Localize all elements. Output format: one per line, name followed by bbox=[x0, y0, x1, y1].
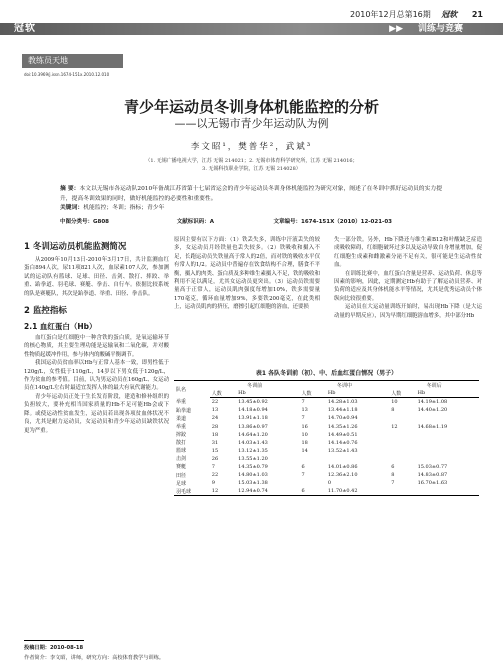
table-cell: 6 bbox=[391, 463, 395, 470]
table-row bbox=[174, 422, 479, 430]
table-cell: 8 bbox=[391, 472, 395, 479]
table-cell: 15 bbox=[211, 447, 219, 454]
table-cell: 14.35±0.79 bbox=[238, 463, 268, 470]
table-cell: 8 bbox=[391, 407, 395, 414]
table-cell: 13 bbox=[211, 407, 219, 414]
table-cell: 12 bbox=[210, 487, 236, 496]
table-cell: 田径 bbox=[176, 472, 187, 479]
table-subheader: Hb bbox=[236, 389, 299, 398]
table-cell: 14.80±1.03 bbox=[238, 472, 268, 479]
table-row bbox=[174, 398, 479, 407]
table-cell: 13 bbox=[301, 407, 308, 414]
article-subtitle: ——以无锡市青少年运动队为例 bbox=[174, 117, 329, 130]
document-code: 文献标识码：A bbox=[176, 219, 215, 225]
paragraph: 我国运动员贫血率以Hb与正常人基本一致，即男性低于120g/L，女性低于110g/L，14岁以下男女低于120g/L，作为贫血的参考值。目前，认为男运动员在160g/L、女运动员在140g/L左右时最适宜发挥人体的最大有氧代谢能力。 bbox=[24, 360, 169, 392]
table-header: 冬训中 bbox=[300, 381, 390, 390]
table-cell: 7 bbox=[301, 399, 305, 406]
article-number: 文章编号：1674-151X（2010）12-021-03 bbox=[273, 219, 392, 225]
paragraph: 血红蛋白是红细胞中一种含铁的蛋白质，是氧运输环节的核心物质，其主要生理功能是运输氧和二氧化碳，并对酸性物质起缓冲作用，参与体内的酸碱平衡调节。 bbox=[24, 335, 169, 358]
table-cell: 13.91±1.18 bbox=[238, 415, 268, 422]
affiliation-line-1: （1. 无锡广播电视大学，江苏 无锡 214021；2. 无锡市体育科学研究所，江苏 无锡 214016； bbox=[145, 158, 358, 164]
table-cell: 6 bbox=[300, 487, 326, 496]
table-cell: 6 bbox=[301, 463, 305, 470]
article-title: 青少年运动员冬训身体机能监控的分析 bbox=[123, 98, 379, 116]
table-cell: 举重 bbox=[176, 424, 187, 431]
table-cell bbox=[389, 455, 415, 463]
table-cell: 18 bbox=[211, 431, 219, 438]
table-cell bbox=[416, 487, 479, 496]
table-subheader: Hb bbox=[416, 389, 479, 398]
table-cell: 举重 bbox=[176, 399, 187, 406]
table-cell: 16 bbox=[301, 423, 308, 430]
table-cell: 14.19±1.08 bbox=[417, 399, 448, 406]
table-cell bbox=[416, 439, 479, 447]
right-column bbox=[334, 236, 482, 320]
received-date: 投稿日期：2010-08-18 bbox=[24, 645, 84, 651]
table-header: 队名 bbox=[174, 381, 210, 398]
table-cell: 14.35±1.26 bbox=[327, 423, 358, 430]
table-header: 冬训前 bbox=[210, 381, 300, 390]
table-cell: 13.86±0.97 bbox=[238, 423, 268, 430]
table-header: 冬训后 bbox=[389, 381, 479, 390]
table-cell: 10 bbox=[391, 399, 398, 406]
table-row bbox=[174, 439, 479, 447]
hemoglobin-table bbox=[174, 380, 479, 496]
table-cell: 7 bbox=[211, 463, 215, 470]
table-subheader: 人数 bbox=[300, 389, 326, 398]
abstract bbox=[60, 185, 445, 214]
table-cell: 12.94±0.74 bbox=[236, 487, 299, 496]
table-cell: 15.03±1.38 bbox=[238, 480, 268, 487]
table-row bbox=[174, 487, 479, 496]
table-caption: 表1 各队冬训前（初）、中、后血红蛋白情况（男子） bbox=[255, 370, 398, 377]
section-title: 训练与竞赛 bbox=[417, 24, 463, 34]
table-row bbox=[174, 431, 479, 439]
table-row bbox=[174, 455, 479, 463]
table-cell: 9 bbox=[211, 480, 215, 487]
paragraph: 原因主要有以下方面：（1）铁丢失多，训练中汗液丢失的较多，女运动员月经铁量也丢失较多。（2）铁吸收和摄入不足，长跑运动员失铁量高于常人的2倍，而对铁的吸收水平仅有常人的1/2。运动员中普遍存在饮食结构不合理，膳食不平衡，摄入的肉类、蛋白质及多种维生素摄入不足，铁的吸收和利用不足以满足，尤其女运动员更突出。（3）运动员铁需要量高于正常人，运动员肌肉强度每增加10%，铁多需要量170毫克，循环血量增加9%，多要铁200毫克，在此类相上，运动员肌肉的挤压，磨擦引起红细胞的溶血，还要损 bbox=[174, 237, 320, 311]
table-cell: 13.44±1.18 bbox=[327, 407, 358, 414]
keywords: 机能监控；冬训；指标；青少年 bbox=[83, 205, 165, 211]
magazine-mark: 冠软 bbox=[441, 10, 458, 19]
table-cell: 0 bbox=[327, 480, 332, 487]
table-subheader: Hb bbox=[326, 389, 389, 398]
section-2-1-heading: 2.1 血红蛋白（Hb） bbox=[24, 322, 97, 332]
table-cell: 14.18±0.94 bbox=[238, 407, 268, 414]
table-row bbox=[174, 447, 479, 455]
table-cell: 13.45±0.92 bbox=[238, 399, 268, 406]
table-subheader: 人数 bbox=[210, 389, 236, 398]
table-cell: 12.36±2.10 bbox=[327, 472, 358, 479]
table-cell bbox=[326, 455, 389, 463]
double-arrow-icon: ▶▶ bbox=[389, 24, 403, 34]
table-cell: 14.03±1.43 bbox=[238, 439, 268, 446]
table-cell bbox=[416, 447, 479, 455]
table-cell: 13.55±1.20 bbox=[238, 455, 268, 462]
table-row bbox=[174, 471, 479, 479]
section-1-heading: 1 冬训运动员机能监测简况 bbox=[24, 242, 127, 252]
left-column bbox=[24, 236, 169, 435]
table-row bbox=[174, 406, 479, 414]
table-cell: 18 bbox=[301, 439, 308, 446]
table-cell bbox=[300, 455, 326, 463]
table-cell bbox=[416, 414, 479, 422]
table-cell: 16.70±1.63 bbox=[417, 480, 448, 487]
paragraph: 在训练比赛中，血红蛋白含量是营养、运动负荷、休息等因素的影响，因此，定期测定Hb有助于了解运动员营养、对负荷的适应及其身体机能水平等情况，尤其是优秀运动员个体纵向比较很重要。 bbox=[334, 270, 482, 302]
page-number: 21 bbox=[471, 10, 483, 19]
table-cell bbox=[389, 431, 415, 439]
table-cell: 14.01±0.86 bbox=[327, 463, 358, 470]
table-cell bbox=[389, 439, 415, 447]
table-cell: 11.70±0.42 bbox=[326, 487, 389, 496]
clc-number: 中图分类号：G808 bbox=[60, 219, 109, 225]
abstract-text: 本文以无锡市各运动队2010年备战江苏省第十七届省运会的青少年运动员冬训身体机能监控为研究对象，阐述了在冬训中抓好运动员的实力提升，提高冬训效果的同时，做好机能监控的必要性和重要性。 bbox=[60, 186, 442, 202]
table-cell: 22 bbox=[211, 399, 219, 406]
table-cell: 24 bbox=[211, 415, 219, 422]
table-row bbox=[174, 463, 479, 471]
table-cell: 14.68±1.19 bbox=[417, 423, 448, 430]
table-subheader: 人数 bbox=[389, 389, 415, 398]
table-cell: 摔跤 bbox=[176, 432, 187, 439]
paragraph: 从2009年10月13日-2010年3月17日，共计监测血红蛋白894人次，尿11项821人次，血尿素107人次，参加测试的运动队有篮球、足球、田径、击剑、散打、摔跤、举重、跆拳道、羽毛球、赛艇、拳击、自行车。依据比较系统的队是赛艇队，其次是跆拳道、举重、田径、拳击队。 bbox=[24, 257, 169, 297]
table-cell: 14.14±0.76 bbox=[327, 439, 358, 446]
table-cell: 7 bbox=[301, 472, 305, 479]
abstract-label: 摘 要： bbox=[60, 186, 80, 192]
table-cell bbox=[300, 479, 326, 487]
author-bio: 作者简介：李文昭，讲师，研究方向：高校体育教学与训练。 bbox=[24, 655, 165, 661]
table-cell bbox=[389, 447, 415, 455]
header-bar bbox=[0, 23, 503, 35]
table-cell: 14.70±0.94 bbox=[327, 415, 358, 422]
table-cell: 12 bbox=[391, 423, 398, 430]
table-cell: 14.64±1.20 bbox=[238, 431, 268, 438]
table-cell: 散打 bbox=[176, 440, 187, 447]
table-cell: 14.28±1.03 bbox=[327, 399, 358, 406]
table-cell: 羽毛球 bbox=[174, 487, 210, 496]
page-header bbox=[0, 0, 503, 36]
table-cell: 14.40±1.20 bbox=[417, 407, 448, 414]
paragraph: 失一部分铁。另外，Hb下降还与维生素B12和叶酸缺乏症造成吸收障碍，红细胞破坏过多以及运动导致自身增量增加，促红细胞生成素和雌激素分泌不足有关，很可能是生运动性贫血。 bbox=[334, 237, 482, 269]
table-cell: 15.03±0.77 bbox=[417, 463, 448, 470]
table-cell bbox=[416, 455, 479, 463]
keywords-label: 关键词： bbox=[60, 205, 84, 211]
issue-label: 2010年12月总第16期 bbox=[350, 10, 431, 19]
doi: doi:10.3969/j.issn.1674-151x.2010.12.010 bbox=[24, 72, 110, 77]
footnote-rule bbox=[24, 640, 84, 641]
table-cell: 10 bbox=[301, 431, 308, 438]
table-cell: 14.49±0.51 bbox=[327, 431, 358, 438]
authors: 李文昭¹，樊普华²，武斌³ bbox=[190, 142, 313, 152]
table-cell: 13.52±1.43 bbox=[327, 447, 358, 454]
table-cell bbox=[389, 414, 415, 422]
table-cell: 跆拳道 bbox=[176, 407, 192, 414]
table-cell bbox=[389, 487, 415, 496]
table-cell: 赛艇 bbox=[176, 464, 187, 471]
table-cell: 26 bbox=[211, 455, 219, 462]
table-row bbox=[174, 479, 479, 487]
table-cell: 31 bbox=[211, 439, 219, 446]
table-cell: 14.83±0.87 bbox=[417, 472, 448, 479]
table-subheader-row bbox=[174, 389, 479, 398]
middle-column bbox=[174, 236, 320, 312]
table-cell: 28 bbox=[211, 423, 219, 430]
paragraph: 运动员在大运动量训练开始时，易出现Hb下降（是大运动量的早期反应），因为早期红细胞溶血增多，其中部分Hb bbox=[334, 304, 482, 319]
affiliation-line-2: 3. 无锡科技职业学院，江苏 无锡 214028） bbox=[202, 166, 301, 172]
magazine-logo: 冠软 bbox=[14, 23, 36, 34]
table-cell: 击剑 bbox=[176, 456, 187, 463]
table-header-row bbox=[174, 381, 479, 390]
table-cell: 柔道 bbox=[176, 415, 187, 422]
classification-line bbox=[60, 217, 445, 225]
table-cell: 7 bbox=[301, 415, 305, 422]
paragraph: 青少年运动员正处于生长发育阶段，建造和修补组织的负担较大，要补充相当国家质量的Hb不足可能Hb会或下降。或使运动性贫血发生，运动员若出现各项贫血体状况不良，尤其是耐力运动员，女运动员和青少年运动员缺铁状况更为严重。 bbox=[24, 393, 169, 434]
section-2-heading: 2 监控指标 bbox=[24, 306, 67, 317]
table-cell: 13.12±1.35 bbox=[238, 447, 268, 454]
table-cell: 篮球 bbox=[176, 448, 187, 455]
table-cell: 22 bbox=[211, 472, 219, 479]
table-cell: 7 bbox=[391, 480, 395, 487]
column-tag: 教练员天地 bbox=[22, 54, 123, 68]
issue-info bbox=[350, 9, 483, 20]
table-cell: 14 bbox=[301, 447, 308, 454]
table-cell: 足球 bbox=[176, 480, 187, 487]
table-cell bbox=[416, 431, 479, 439]
table-row bbox=[174, 414, 479, 422]
table-body bbox=[174, 398, 479, 496]
